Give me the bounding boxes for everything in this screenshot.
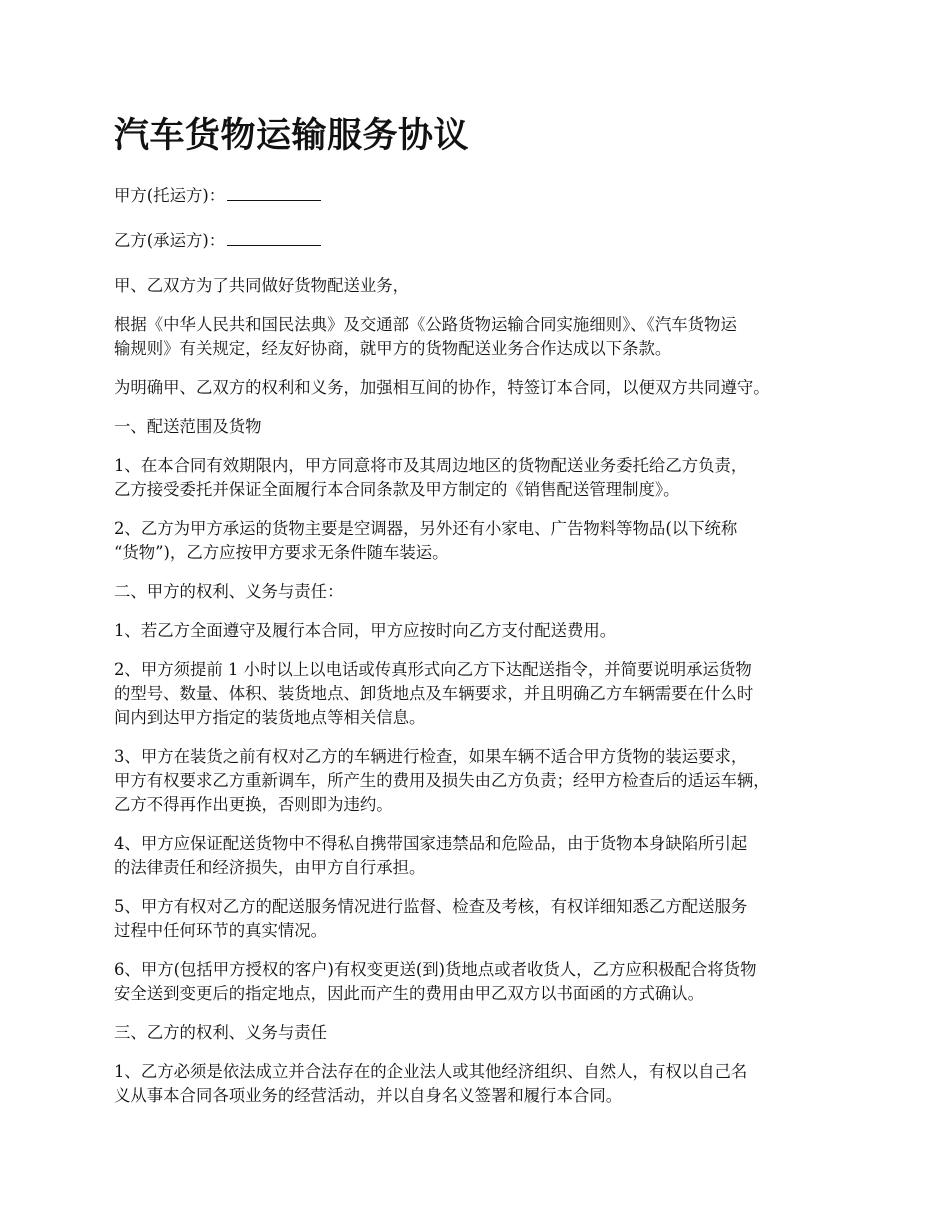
paragraph-line: 4、甲方应保证配送货物中不得私自携带国家违禁品和危险品，由于货物本身缺陷所引起	[114, 834, 748, 853]
paragraph-line: 三、乙方的权利、义务与责任	[114, 1023, 328, 1042]
paragraph-line: 安全送到变更后的指定地点，因此而产生的费用由甲乙双方以书面函的方式确认。	[114, 984, 705, 1003]
paragraph	[114, 415, 849, 439]
paragraph-line: 为明确甲、乙双方的权利和义务，加强相互间的协作，特签订本合同，以便双方共同遵守。	[114, 378, 770, 397]
paragraph-line: 间内到达甲方指定的装货地点等相关信息。	[114, 708, 426, 727]
paragraph-line: 二、甲方的权利、义务与责任：	[114, 582, 344, 601]
paragraph	[114, 958, 849, 1006]
paragraph	[114, 376, 849, 400]
paragraph-line: “货物”)，乙方应按甲方要求无条件随车装运。	[114, 543, 449, 562]
paragraph-line: 6、甲方(包括甲方授权的客户)有权变更送(到)货地点或者收货人，乙方应积极配合将货物	[114, 960, 757, 979]
paragraph-line: 1、在本合同有效期限内，甲方同意将市及其周边地区的货物配送业务委托给乙方负责，	[114, 456, 748, 475]
paragraph-line: 义从事本合同各项业务的经营活动，并以自身名义签署和履行本合同。	[114, 1086, 623, 1105]
document-title: 汽车货物运输服务协议	[114, 116, 470, 156]
paragraph	[114, 580, 849, 604]
paragraph	[114, 619, 849, 643]
paragraph-line: 2、乙方为甲方承运的货物主要是空调器，另外还有小家电、广告物料等物品(以下统称	[114, 519, 738, 538]
paragraph	[114, 745, 849, 817]
paragraph-line: 乙方接受委托并保证全面履行本合同条款及甲方制定的《销售配送管理制度》。	[114, 480, 680, 499]
paragraph-line: 2、甲方须提前 1 小时以上以电话或传真形式向乙方下达配送指令，并简要说明承运货物	[114, 660, 752, 679]
paragraph	[114, 1021, 849, 1045]
paragraph-line: 过程中任何环节的真实情况。	[114, 921, 328, 940]
paragraph-line: 输规则》有关规定，经友好协商，就甲方的货物配送业务合作达成以下条款。	[114, 339, 672, 358]
party-b-label: 乙方(承运方)：	[114, 231, 226, 250]
party-b-blank	[227, 229, 321, 246]
party-b-line	[114, 229, 849, 253]
paragraph-line: 3、甲方在装货之前有权对乙方的车辆进行检查，如果车辆不适合甲方货物的装运要求，	[114, 747, 748, 766]
paragraph-line: 的法律责任和经济损失，由甲方自行承担。	[114, 858, 426, 877]
paragraph-line: 一、配送范围及货物	[114, 417, 262, 436]
paragraph-line: 根据《中华人民共和国民法典》及交通部《公路货物运输合同实施细则》、《汽车货物运	[114, 315, 737, 334]
paragraph-line: 乙方不得再作出更换，否则即为违约。	[114, 795, 393, 814]
paragraph-line: 甲、乙双方为了共同做好货物配送业务，	[114, 276, 410, 295]
paragraph-line: 1、若乙方全面遵守及履行本合同，甲方应按时向乙方支付配送费用。	[114, 621, 617, 640]
paragraph-line: 甲方有权要求乙方重新调车，所产生的费用及损失由乙方负责；经甲方检查后的适运车辆，	[114, 771, 770, 790]
paragraph	[114, 454, 849, 502]
document-body	[114, 274, 849, 1108]
party-a-blank	[227, 184, 321, 201]
paragraph-line: 1、乙方必须是依法成立并合法存在的企业法人或其他经济组织、自然人，有权以自己名	[114, 1062, 748, 1081]
paragraph-line: 5、甲方有权对乙方的配送服务情况进行监督、检查及考核，有权详细知悉乙方配送服务	[114, 897, 748, 916]
paragraph	[114, 832, 849, 880]
paragraph	[114, 895, 849, 943]
document-page	[114, 112, 849, 1123]
paragraph	[114, 274, 849, 298]
party-a-line	[114, 184, 849, 208]
paragraph	[114, 1060, 849, 1108]
paragraph	[114, 313, 849, 361]
party-a-label: 甲方(托运方)：	[114, 186, 226, 205]
paragraph-line: 的型号、数量、体积、装货地点、卸货地点及车辆要求，并且明确乙方车辆需要在什么时	[114, 684, 754, 703]
paragraph	[114, 517, 849, 565]
paragraph	[114, 658, 849, 730]
